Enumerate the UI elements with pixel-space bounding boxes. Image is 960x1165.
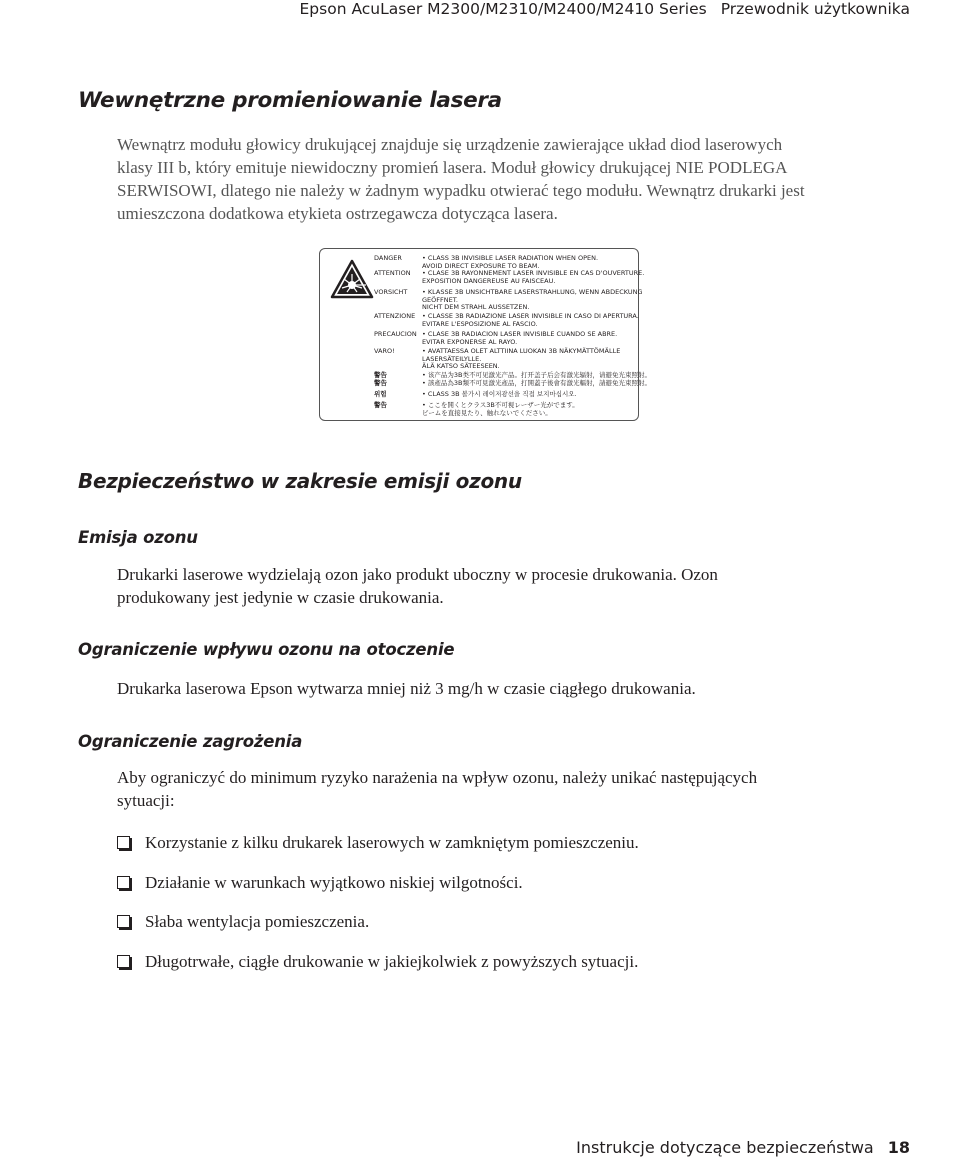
checkbox-bullet-icon (117, 955, 130, 968)
page-number: 18 (887, 1138, 910, 1157)
list-item (117, 833, 639, 853)
laser-section-title: Wewnętrzne promieniowanie lasera (78, 88, 502, 113)
label-warning-line: • ここを開くとクラス3B不可視レーザー光がでます。 (422, 401, 579, 409)
emission-line-1: Drukarki laserowe wydzielają ozon jako produkt uboczny w procesie drukowania. Ozon (117, 565, 718, 584)
label-warning-line: EVITAR EXPONERSE AL RAYO. (422, 337, 518, 346)
label-warning-line: • CLASE 3B RAYONNEMENT LASER INVISIBLE EN CAS D'OUVERTURE. (422, 269, 645, 277)
list-item-text: Słaba wentylacja pomieszczenia. (145, 912, 370, 931)
laser-line-4: umieszczona dodatkowa etykieta ostrzegawcza dotycząca lasera. (117, 204, 558, 223)
label-warning-line: • 該產品為3B類不可見激光產品，打開蓋子後會有激光輻射，請避免光束照射。 (422, 379, 651, 387)
label-language-key: ATTENZIONE (374, 312, 416, 320)
checkbox-bullet-icon (117, 915, 130, 928)
laser-warning-label (319, 248, 651, 421)
label-warning-line: • AVATTAESSA OLET ALTTIINA LUOKAN 3B NÄKYMÄTTÖMÄLLE (422, 347, 621, 355)
label-warning-text (422, 270, 644, 285)
label-warning-line: GEÖFFNET. (422, 295, 458, 304)
label-warning-text (422, 348, 620, 371)
risk-subtitle: Ograniczenie zagrożenia (78, 732, 303, 751)
label-warning-line: • CLASSE 3B RADIAZIONE LASER INVISIBLE IN CASO DI APERTURA. (422, 312, 639, 320)
label-language-key: DANGER (374, 254, 402, 262)
list-item-text: Działanie w warunkach wyjątkowo niskiej wilgotności. (145, 873, 523, 892)
list-item-text: Korzystanie z kilku drukarek laserowych w zamkniętym pomieszczeniu. (145, 833, 639, 852)
laser-line-2: klasy III b, który emituje niewidoczny promień lasera. Moduł głowicy drukującej NIE PODLEGA (117, 158, 788, 177)
limit-subtitle: Ograniczenie wpływu ozonu na otoczenie (78, 640, 455, 659)
emission-paragraph (117, 563, 887, 609)
label-warning-line: EXPOSITION DANGEREUSE AU FAISCEAU. (422, 276, 556, 285)
label-warning-line: EVITARE L'ESPOSIZIONE AL FASCIO. (422, 319, 538, 328)
list-item (117, 952, 638, 972)
emission-subtitle: Emisja ozonu (78, 528, 198, 547)
laser-paragraph (117, 133, 887, 225)
header-product: Epson AcuLaser M2300/M2310/M2400/M2410 Series (299, 0, 707, 18)
label-warning-text (422, 391, 577, 399)
label-language-key: PRECAUCION (374, 330, 417, 338)
risk-line-1: Aby ograniczyć do minimum ryzyko narażenia na wpływ ozonu, należy unikać następujących (117, 768, 758, 787)
label-language-key: 警告 (374, 371, 387, 379)
label-warning-text (422, 331, 617, 346)
label-warning-line: • CLASS 3B 볼가시 레이저광선을 직접 보지마십시오. (422, 390, 577, 398)
label-warning-line: NICHT DEM STRAHL AUSSETZEN. (422, 303, 530, 311)
limit-paragraph: Drukarka laserowa Epson wytwarza mniej niż 3 mg/h w czasie ciągłego drukowania. (117, 679, 696, 698)
ozone-section-title: Bezpieczeństwo w zakresie emisji ozonu (78, 469, 522, 493)
list-item (117, 912, 369, 932)
label-warning-line: • CLASE 3B RADIACION LASER INVISIBLE CUANDO SE ABRE. (422, 330, 618, 338)
laser-hazard-icon (330, 259, 374, 299)
laser-line-1: Wewnątrz modułu głowicy drukującej znajduje się urządzenie zawierające układ diod laserowych (117, 135, 783, 154)
checkbox-bullet-icon (117, 876, 130, 889)
label-warning-text (422, 402, 579, 417)
label-warning-line: ÄLÄ KATSO SÄTEESEEN. (422, 362, 500, 370)
list-item (117, 873, 523, 893)
risk-paragraph (117, 766, 887, 812)
label-warning-line: • KLASSE 3B UNSICHTBARE LASERSTRAHLUNG, WENN ABDECKUNG (422, 288, 643, 296)
header-guide: Przewodnik użytkownika (720, 0, 910, 18)
laser-line-3: SERWISOWI, dlatego nie należy w żadnym wypadku otwierać tego modułu. Wewnątrz drukarki jest (117, 181, 805, 200)
label-warning-text (422, 289, 642, 312)
label-warning-text (422, 380, 651, 388)
page-footer (576, 1138, 910, 1157)
label-warning-line: ビームを直接見たり、触れないでください。 (422, 408, 552, 417)
label-language-key: 警告 (374, 379, 387, 387)
checkbox-bullet-icon (117, 836, 130, 849)
label-language-key: 위험 (374, 390, 387, 398)
label-warning-line: LASERSÄTEILYLLE. (422, 354, 482, 363)
list-item-text: Długotrwałe, ciągłe drukowanie w jakiejkolwiek z powyższych sytuacji. (145, 952, 639, 971)
label-language-key: 警告 (374, 401, 387, 409)
label-warning-text (422, 313, 639, 328)
label-warning-line: • CLASS 3B INVISIBLE LASER RADIATION WHEN OPEN. (422, 254, 599, 262)
label-warning-line: • 该产品为3B类不可见激光产品。打开盖子后会有激光辐射，请避免光束照射。 (422, 371, 651, 379)
label-language-key: VORSICHT (374, 288, 408, 296)
label-language-key: ATTENTION (374, 269, 411, 277)
emission-line-2: produkowany jest jedynie w czasie drukowania. (117, 588, 444, 607)
risk-line-2: sytuacji: (117, 791, 175, 810)
footer-section: Instrukcje dotyczące bezpieczeństwa (576, 1138, 874, 1157)
page-header (300, 0, 910, 18)
label-language-key: VARO! (374, 347, 395, 355)
label-warning-line: AVOID DIRECT EXPOSURE TO BEAM. (422, 261, 540, 270)
label-warning-text (422, 255, 598, 270)
